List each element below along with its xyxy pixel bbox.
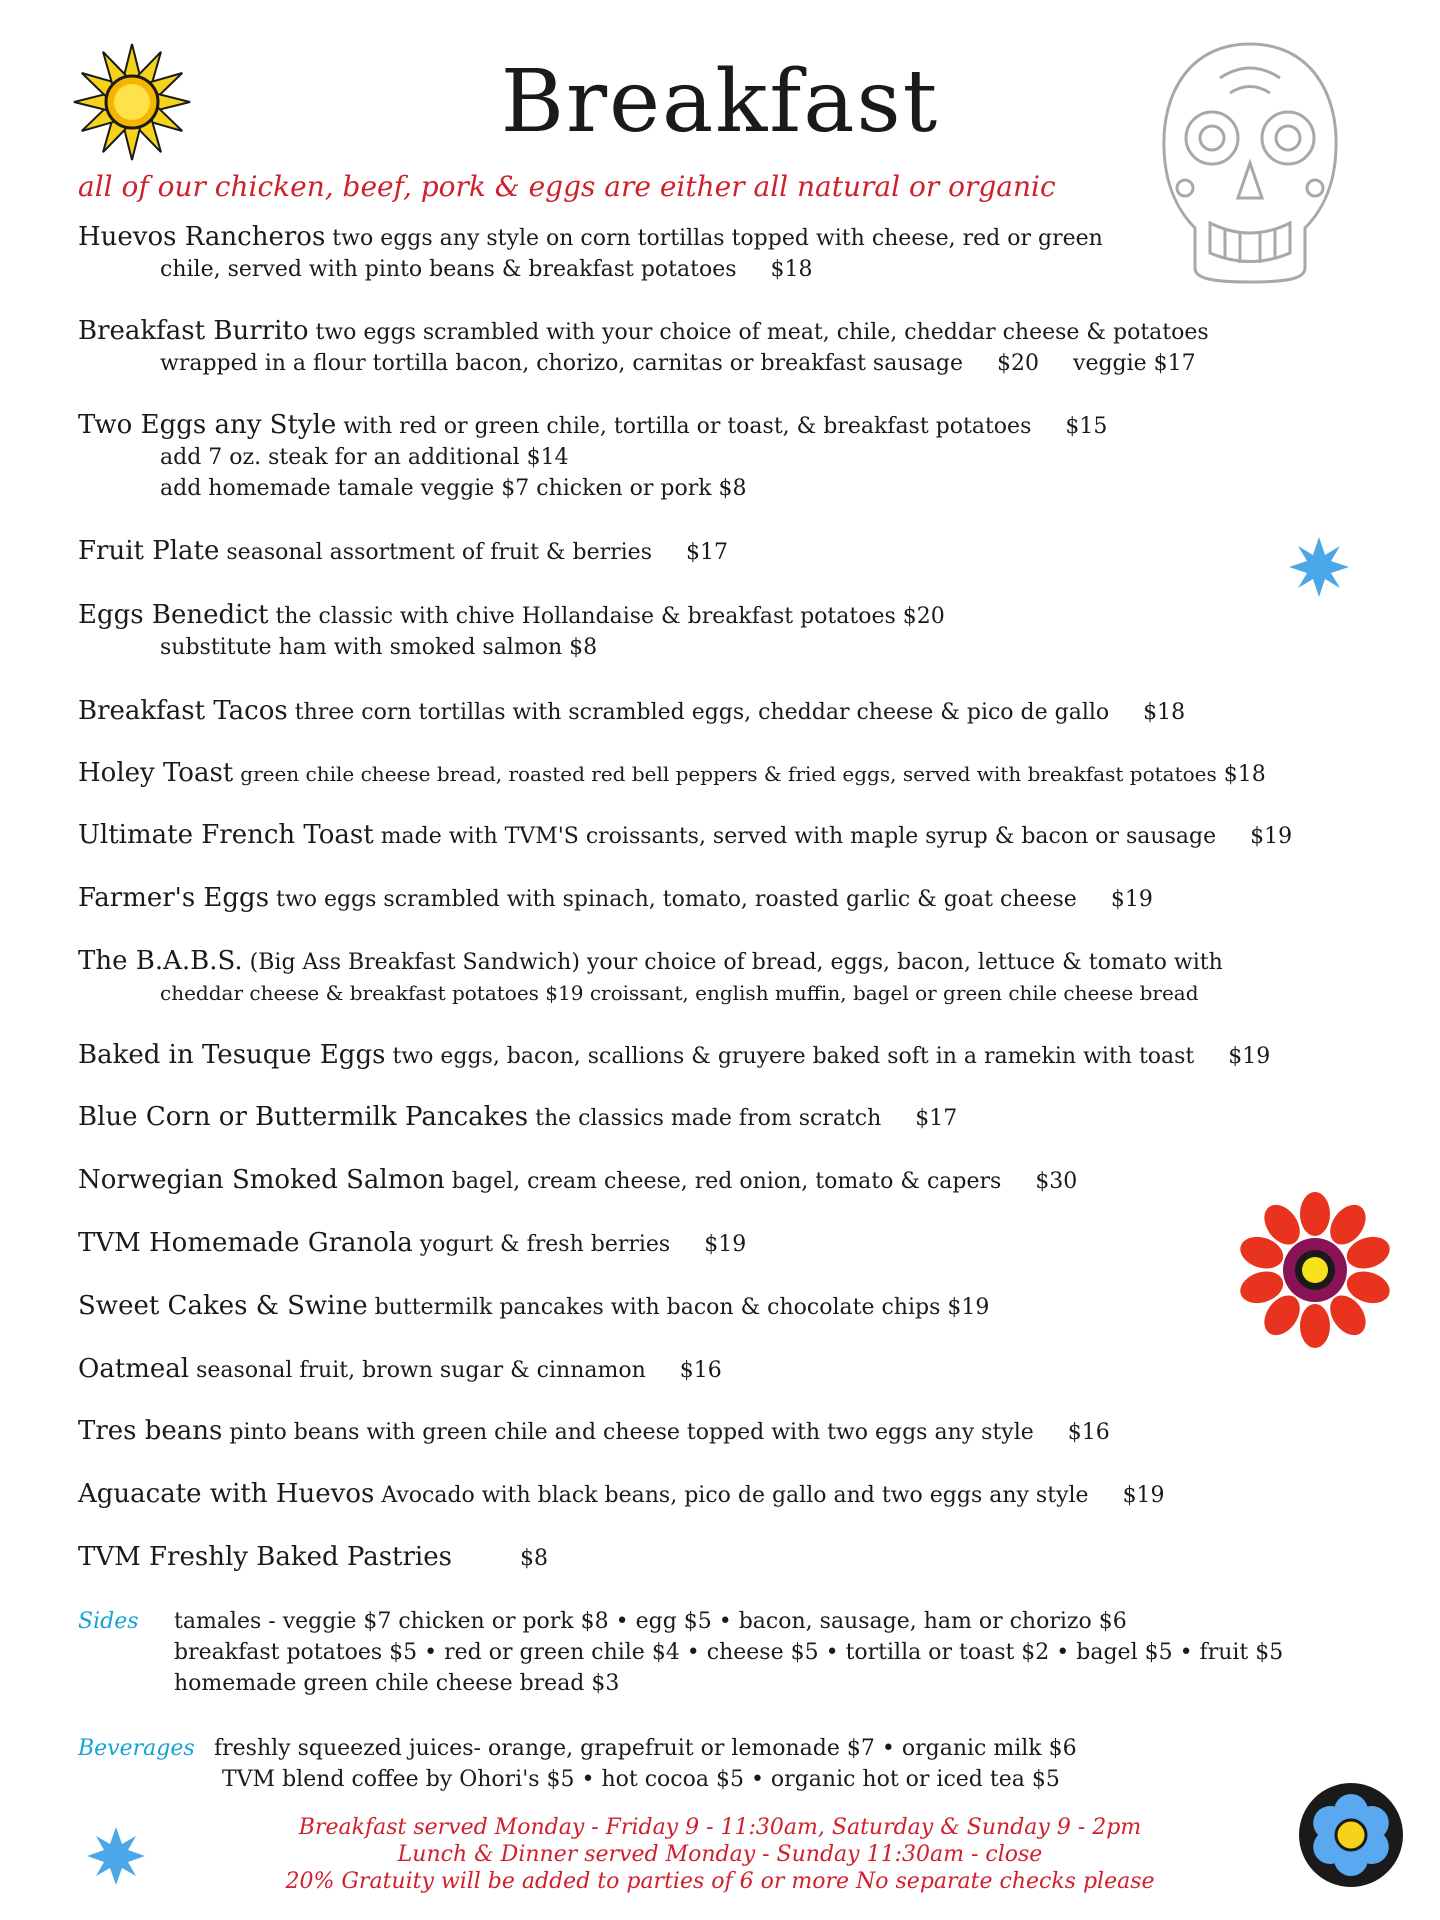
menu-item (78, 883, 1153, 915)
item-name: Eggs Benedict (78, 600, 269, 630)
item-price: $19 (947, 1295, 990, 1320)
menu-item (78, 536, 728, 568)
page-title: Breakfast (500, 52, 940, 152)
item-description: pinto beans with green chile and cheese topped with two eggs any style (229, 1420, 1034, 1445)
menu-item (78, 758, 1266, 790)
item-price: $19 (1228, 1044, 1271, 1069)
menu-item (78, 1354, 722, 1386)
item-name: Baked in Tesuque Eggs (78, 1040, 386, 1070)
menu-item (78, 1228, 746, 1260)
menu-item (78, 946, 1223, 1009)
starburst-icon (1288, 536, 1350, 598)
menu-item (78, 820, 1292, 852)
item-price: $19 (1250, 824, 1293, 849)
sides-section (78, 1606, 1283, 1699)
item-price: $16 (679, 1358, 722, 1383)
item-description: two eggs any style on corn tortillas topped with cheese, red or green (332, 226, 1103, 251)
item-name: TVM Freshly Baked Pastries (78, 1542, 452, 1572)
item-description: made with TVM'S croissants, served with maple syrup & bacon or sausage (380, 824, 1217, 849)
item-price: $30 (1035, 1169, 1078, 1194)
item-addon: substitute ham with smoked salmon $8 (160, 635, 598, 660)
menu-item (78, 1040, 1270, 1072)
menu-item (78, 1102, 957, 1134)
item-description: bagel, cream cheese, red onion, tomato & capers (451, 1169, 1002, 1194)
menu-item (78, 1416, 1110, 1448)
menu-item (78, 1542, 548, 1574)
item-name: Two Eggs any Style (78, 410, 337, 440)
sides-line: tamales - veggie $7 chicken or pork $8 • egg $5 • bacon, sausage, ham or chorizo $6 (174, 1609, 1127, 1634)
item-price: $17 (686, 540, 728, 565)
item-description: the classic with chive Hollandaise & breakfast potatoes (275, 604, 896, 629)
item-price: $17 (915, 1106, 958, 1131)
item-name: Farmer's Eggs (78, 883, 270, 913)
item-name: Breakfast Tacos (78, 696, 288, 726)
menu-item (78, 1165, 1077, 1197)
item-price: $19 (1110, 887, 1153, 912)
item-name: Oatmeal (78, 1354, 190, 1384)
item-price: $18 (1223, 762, 1266, 787)
item-price-alt: veggie $17 (1073, 351, 1196, 376)
item-name: Aguacate with Huevos (78, 1479, 375, 1509)
item-description-line: chile, served with pinto beans & breakfast potatoes (160, 257, 737, 282)
item-description: the classics made from scratch (535, 1106, 882, 1131)
item-price: $20 (902, 604, 945, 629)
item-description-line: cheddar cheese & breakfast potatoes $19 croissant, english muffin, bagel or green chile cheese bread (160, 981, 1199, 1005)
item-name: Blue Corn or Buttermilk Pancakes (78, 1102, 529, 1132)
item-description: with red or green chile, tortilla or toast, & breakfast potatoes (343, 414, 1032, 439)
beverages-line: freshly squeezed juices- orange, grapefruit or lemonade $7 • organic milk $6 (214, 1736, 1077, 1761)
menu-item (78, 1291, 989, 1323)
menu-item (78, 600, 945, 663)
item-name: TVM Homemade Granola (78, 1228, 413, 1258)
item-price: $15 (1065, 414, 1108, 439)
item-price: $20 (997, 351, 1040, 376)
footer-hours-lunch-dinner: Lunch & Dinner served Monday - Sunday 11:30am - close (397, 1842, 1043, 1867)
beverages-label: Beverages (78, 1736, 195, 1761)
item-description: (Big Ass Breakfast Sandwich) your choice of bread, eggs, bacon, lettuce & tomato with (249, 950, 1223, 975)
red-flower-icon (1235, 1190, 1395, 1350)
item-name: Norwegian Smoked Salmon (78, 1165, 445, 1195)
footer-policy: 20% Gratuity will be added to parties of 6 or more No separate checks please (285, 1869, 1155, 1894)
item-price: $8 (519, 1546, 548, 1571)
sourcing-tagline: all of our chicken, beef, pork & eggs are either all natural or organic (78, 170, 1056, 203)
menu-item (78, 316, 1209, 379)
item-name: Fruit Plate (78, 536, 220, 566)
item-price: $19 (704, 1232, 747, 1257)
menu-item (78, 696, 1185, 728)
item-price: $18 (1143, 700, 1186, 725)
item-price: $18 (770, 257, 813, 282)
item-description: seasonal assortment of fruit & berries (226, 540, 652, 565)
item-addon: add 7 oz. steak for an additional $14 (160, 445, 569, 470)
item-name: Tres beans (78, 1416, 223, 1446)
beverages-section (78, 1733, 1077, 1795)
item-price: $16 (1067, 1420, 1110, 1445)
item-name: Sweet Cakes & Swine (78, 1291, 368, 1321)
item-description: Avocado with black beans, pico de gallo and two eggs any style (381, 1483, 1089, 1508)
item-description: two eggs scrambled with your choice of meat, chile, cheddar cheese & potatoes (315, 320, 1209, 345)
menu-item (78, 1479, 1165, 1511)
item-name: Breakfast Burrito (78, 316, 309, 346)
item-description: three corn tortillas with scrambled eggs, cheddar cheese & pico de gallo (294, 700, 1110, 725)
item-description-line: wrapped in a flour tortilla bacon, chorizo, carnitas or breakfast sausage (160, 351, 964, 376)
item-description: two eggs scrambled with spinach, tomato, roasted garlic & goat cheese (276, 887, 1077, 912)
sides-label: Sides (78, 1609, 139, 1634)
item-addon: add homemade tamale veggie $7 chicken or pork $8 (160, 476, 747, 501)
item-description: green chile cheese bread, roasted red bell peppers & fried eggs, served with breakfast potatoes (240, 762, 1217, 786)
item-name: The B.A.B.S. (78, 946, 243, 976)
item-description: seasonal fruit, brown sugar & cinnamon (196, 1358, 646, 1383)
menu-item (78, 222, 1103, 285)
hours-footer (0, 1814, 1440, 1895)
item-description: two eggs, bacon, scallions & gruyere baked soft in a ramekin with toast (392, 1044, 1195, 1069)
item-price: $19 (1122, 1483, 1165, 1508)
item-description: buttermilk pancakes with bacon & chocolate chips (374, 1295, 941, 1320)
beverages-line: TVM blend coffee by Ohori's $5 • hot cocoa $5 • organic hot or iced tea $5 (222, 1767, 1060, 1792)
sides-line: breakfast potatoes $5 • red or green chile $4 • cheese $5 • tortilla or toast $2 • bagel $5 • fruit $5 (174, 1640, 1284, 1665)
footer-hours-breakfast: Breakfast served Monday - Friday 9 - 11:30am, Saturday & Sunday 9 - 2pm (298, 1815, 1142, 1840)
sides-line: homemade green chile cheese bread $3 (174, 1671, 620, 1696)
item-name: Ultimate French Toast (78, 820, 374, 850)
item-name: Holey Toast (78, 758, 234, 788)
item-description: yogurt & fresh berries (419, 1232, 671, 1257)
item-name: Huevos Rancheros (78, 222, 326, 252)
menu-item (78, 410, 1107, 504)
